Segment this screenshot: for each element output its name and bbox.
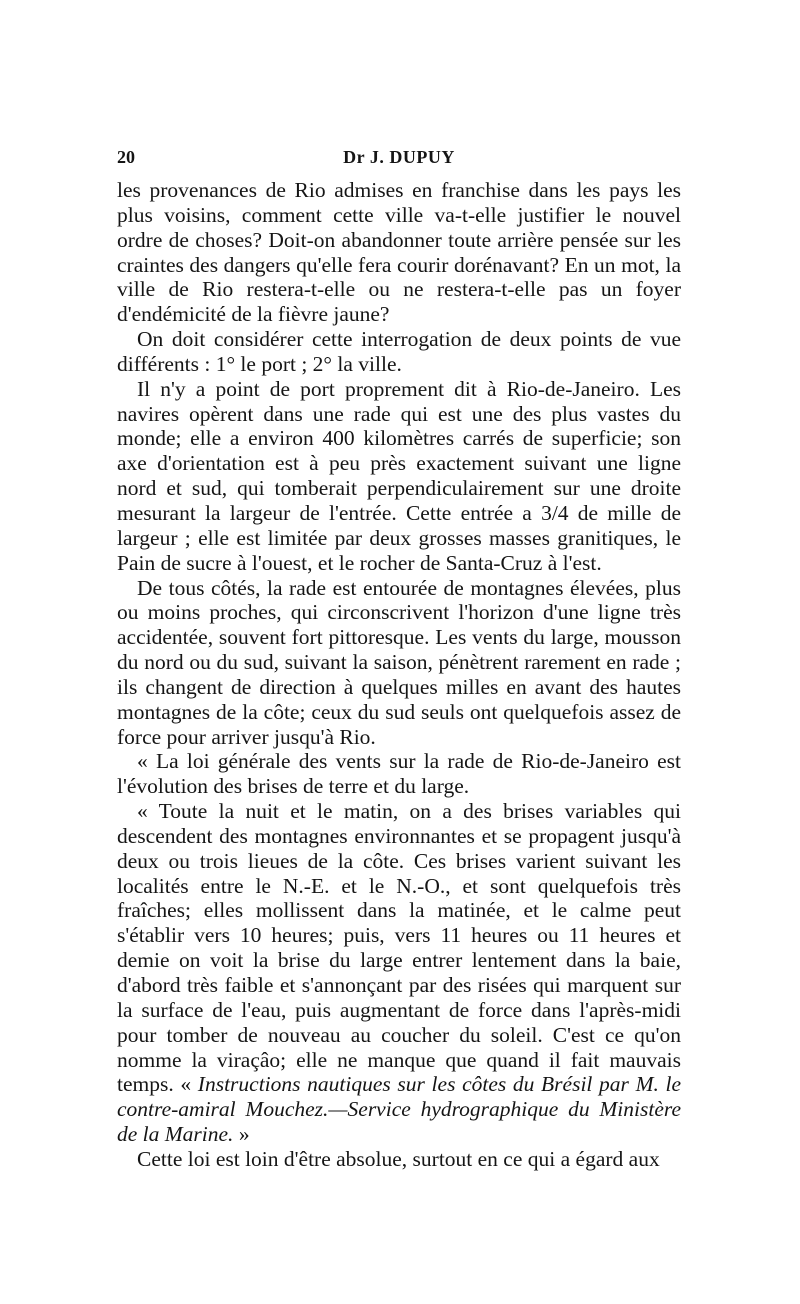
body-text xyxy=(117,178,681,1172)
paragraph-2: On doit considérer cette interrogation de deux points de vue différents : 1° le port ; 2° la ville. xyxy=(117,327,681,376)
paragraph-last: Cette loi est loin d'être absolue, surtout en ce qui a égard aux xyxy=(137,1146,660,1171)
quote-paragraph-1: « La loi générale des vents sur la rade de Rio-de-Janeiro est l'évolution des brises de terre et du large. xyxy=(117,749,681,799)
quote-text: « Toute la nuit et le matin, on a des brises variables qui descendent des montagnes environnantes et se propagent jusqu'à deux ou trois lieues de la côte. Ces brises varient suivant les localités entre le N.-E. et le N.-O., et sont quelquefois très fraîches; elles mollissent dans la matinée, et le calme peut s'établir vers 10 heures; puis, vers 11 heures ou 11 heures et demie on voit la brise du large entrer lentement dans la baie, d'abord très faible et s'annonçant par des risées qui marquent sur la surface de l'eau, puis augmentant de force dans l'après-midi pour tomber de nouveau au coucher du soleil. C'est ce qu'on nomme la viraçâo; elle ne manque que quand il fait mauvais temps. « xyxy=(117,799,681,1097)
page-header xyxy=(117,147,681,171)
running-head: Dr J. DUPUY xyxy=(343,147,455,167)
page-number: 20 xyxy=(117,147,135,167)
paragraph-4: De tous côtés, la rade est entourée de montagnes élevées, plus ou moins proches, qui circonscrivent l'horizon d'une ligne très accidentée, souvent fort pittoresque. Les vents du large, mousson du nord ou du sud, suivant la saison, pénètrent rarement en rade ; ils changent de direction à quelques milles en avant des hautes montagnes de la côte; ceux du sud seuls ont quelquefois assez de force pour arriver jusqu'à Rio. xyxy=(117,575,681,749)
paragraph-3: Il n'y a point de port proprement dit à Rio-de-Janeiro. Les navires opèrent dans une rade qui est une des plus vastes du monde; elle a environ 400 kilomètres carrés de superficie; son axe d'orientation est à peu près exactement suivant une ligne nord et sud, qui tomberait perpendiculairement sur une droite mesurant la largeur de l'entrée. Cette entrée a 3/4 de mille de largeur ; elle est limitée par deux grosses masses granitiques, le Pain de sucre à l'ouest, et le rocher de Santa-Cruz à l'est. xyxy=(117,376,681,575)
paragraph-1: les provenances de Rio admises en franchise dans les pays les plus voisins, comment cette ville va-t-elle justifier le nouvel ordre de choses? Doit-on abandonner toute arrière pensée sur les craintes des dangers qu'elle fera courir dorénavant? En un mot, la ville de Rio restera-t-elle ou ne restera-t-elle pas un foyer d'endémicité de la fièvre jaune? xyxy=(117,178,681,327)
citation-italic: Instructions nautiques sur les côtes du Brésil par M. le contre-amiral Mouchez.—Service hydrographique du Ministère de la Marine. xyxy=(117,1072,682,1147)
quote-paragraph-2 xyxy=(117,799,681,1147)
quote-close: » xyxy=(233,1122,250,1147)
